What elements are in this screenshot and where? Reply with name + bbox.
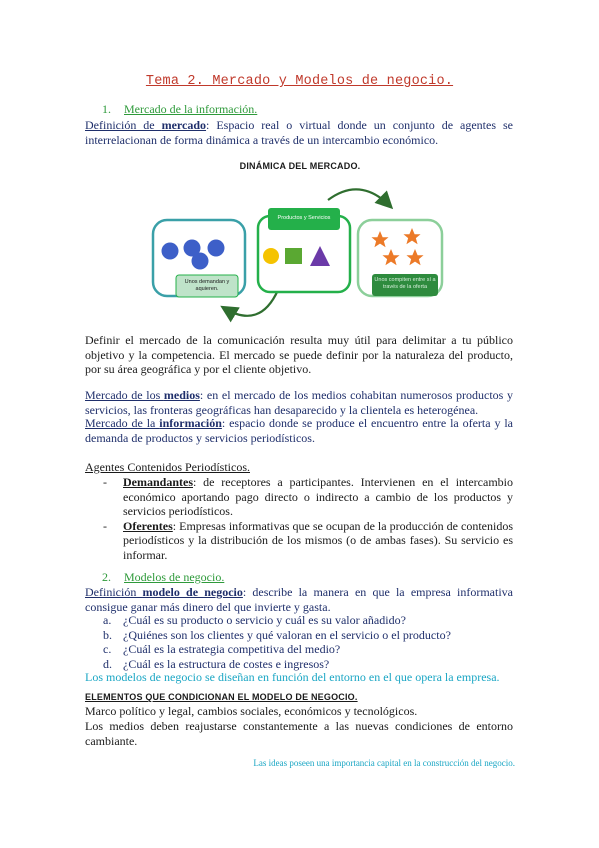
circle-3 (208, 240, 225, 257)
list-item: a. ¿Cuál es su producto o servicio y cuál es su valor añadido? (103, 613, 406, 627)
modelos-entorno: Los modelos de negocio se diseñan en función del entorno en el que opera la empresa. (85, 670, 500, 684)
list-item: d. ¿Cuál es la estructura de costes e ingresos? (103, 656, 330, 671)
box-products-label: Productos y Servicios (277, 215, 331, 221)
market-dynamics-diagram (150, 158, 450, 328)
footer-note: Las ideas poseen una importancia capital en la construcción del negocio. (253, 758, 515, 768)
definition-text: : Espacio real o virtual donde un conjunto de agentes se interrelacionan de forma dinámica a través de un intercambio económico. (85, 118, 513, 147)
definition-text: : describe la manera en que la empresa informativa consigue ganar más dinero del que invierte y gasta. (85, 585, 513, 614)
elementos-heading: ELEMENTOS QUE CONDICIONAN EL MODELO DE NEGOCIO. (85, 692, 358, 702)
mercado-medios (85, 388, 513, 417)
definition-label: Definición (85, 585, 143, 599)
diagram-graphic (150, 158, 450, 328)
list-item: c. ¿Cuál es la estrategia competitiva del medio? (103, 642, 341, 656)
definition-label: Definición de (85, 118, 162, 132)
diagram-title: DINÁMICA DEL MERCADO. (239, 161, 361, 171)
informacion-term: información (159, 416, 222, 430)
agentes-list (85, 475, 513, 562)
medios-text: : en el mercado de los medios cohabitan numerosos productos y servicios, las fronteras geográficas han desaparecido y la clientela es heterogénea. (85, 388, 513, 417)
box-demand-label: Unos demandan y aquieren. (184, 279, 230, 292)
circle-1 (162, 243, 179, 260)
green-square (285, 248, 302, 264)
agent-term: Demandantes (123, 475, 194, 489)
section-1-title: Mercado de la información. (124, 102, 258, 116)
mercado-informacion (85, 416, 513, 445)
list-item: - Demandantes: de receptores a participantes. Intervienen en el intercambio económico aportando pago directo o indirecto a cambio de los productos y servicios periodísticos. (103, 475, 513, 518)
agent-term: Oferentes (123, 518, 173, 533)
elementos-line-1: Marco político y legal, cambios sociales, económicos y tecnológicos. (85, 704, 418, 718)
definition-modelo (85, 585, 513, 614)
section-1-number: 1. (102, 102, 111, 116)
definition-term: modelo de negocio (142, 585, 243, 599)
definition-mercado (85, 118, 513, 147)
medios-term: medios (163, 388, 200, 402)
section-2-title: Modelos de negocio. (124, 570, 225, 584)
list-item: b. ¿Quiénes son los clientes y qué valoran en el servicio o el producto? (103, 627, 451, 642)
agent-text: : de receptores a participantes. Intervienen en el intercambio económico aportando pago directo o indirecto a cambio de los productos y servicios periodísticos. (123, 475, 513, 518)
box-supply-label: Unos compiten entre sí a través de la oferta (374, 277, 436, 290)
market-definition-paragraph: Definir el mercado de la comunicación resulta muy útil para delimitar a tu público objetivo y la competencia. El mercado se puede definir por la naturaleza del producto, por su área geográfica y por el cliente objetivo. (85, 333, 513, 376)
informacion-label: Mercado de la (85, 416, 160, 430)
section-2-heading (102, 570, 224, 585)
agent-text: : Empresas informativas que se ocupan de la producción de contenidos periodísticos y la distribución de los mismos (o de ambas fases). Su servicio es informar. (123, 518, 513, 562)
medios-label: Mercado de los (85, 388, 164, 402)
definition-term: mercado (161, 118, 207, 132)
agentes-heading: Agentes Contenidos Periodísticos. (85, 460, 250, 474)
arrow-top (328, 189, 390, 206)
informacion-text: : espacio donde se produce el encuentro entre la oferta y la demanda de productos y servicios periodísticos. (85, 416, 513, 445)
elementos-line-2: Los medios deben reajustarse constantemente a las nuevas condiciones de entorno cambiante. (85, 719, 513, 748)
circle-4 (192, 253, 209, 270)
section-2-number: 2. (102, 570, 111, 584)
section-1-heading (102, 102, 257, 117)
yellow-circle (263, 248, 279, 264)
document-title: Tema 2. Mercado y Modelos de negocio. (145, 74, 454, 89)
questions-list (85, 613, 513, 671)
list-item: - Oferentes: Empresas informativas que se ocupan de la producción de contenidos periodísticos y la distribución de los mismos (o de ambas fases). Su servicio es informar. (103, 518, 513, 562)
